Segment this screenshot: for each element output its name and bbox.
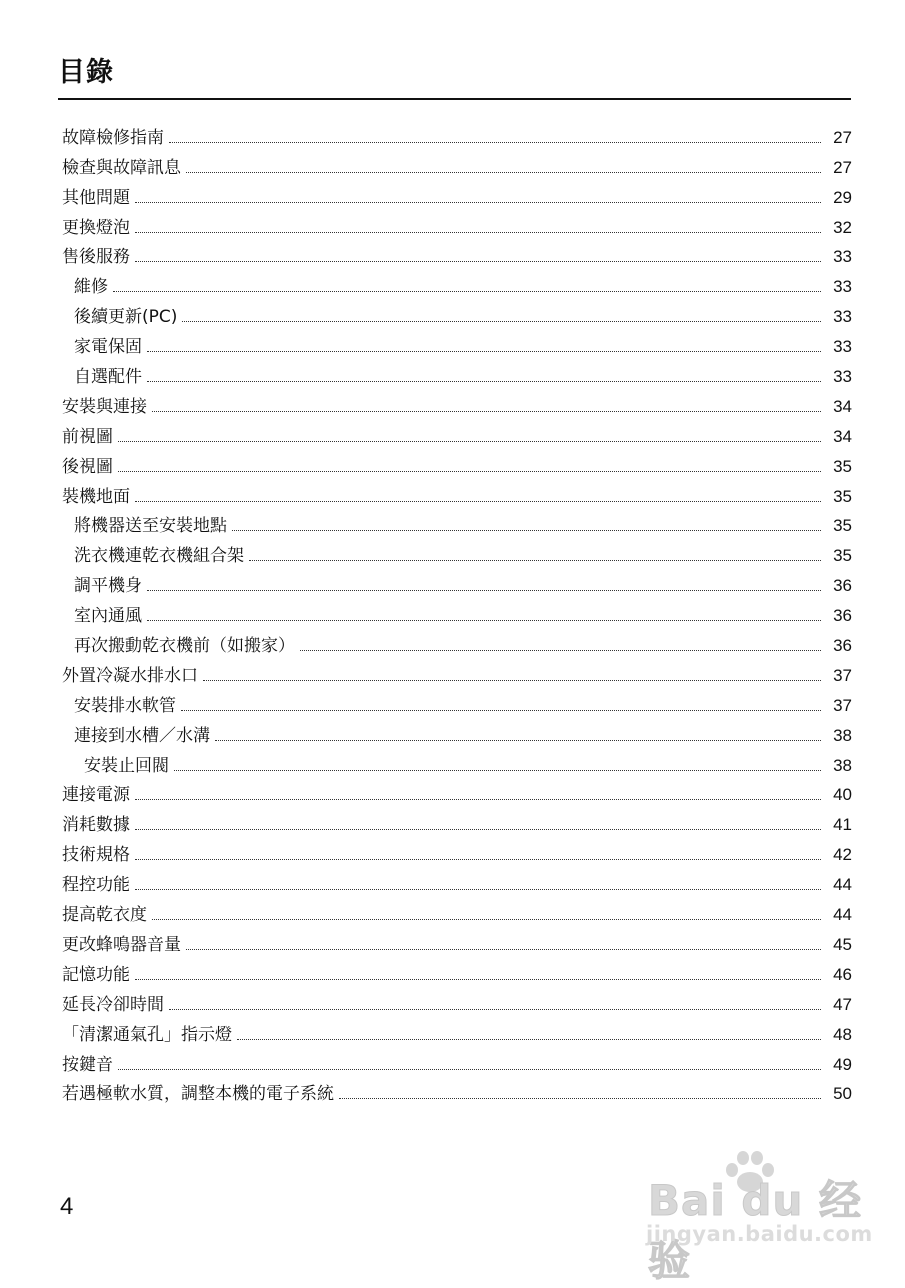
toc-dot-leader: [169, 1009, 821, 1010]
toc-entry-page: 50: [833, 1084, 852, 1104]
toc-entry-label: 「清潔通氣孔」指示燈: [62, 1024, 232, 1045]
toc-dot-leader: [152, 411, 821, 412]
toc-entry: [62, 119, 852, 149]
toc-entry-page: 40: [833, 785, 852, 805]
toc-entry: [62, 149, 852, 179]
toc-dot-leader: [118, 441, 821, 442]
toc-entry: [62, 687, 852, 717]
toc-dot-leader: [135, 799, 821, 800]
toc-entry-label: 維修: [74, 277, 108, 298]
watermark-url: jingyan.baidu.com: [646, 1222, 873, 1246]
toc-entry-label: 家電保固: [74, 337, 142, 358]
toc-entry-page: 33: [833, 337, 852, 357]
toc-dot-leader: [135, 979, 821, 980]
toc-entry-label: 安裝止回閥: [84, 755, 169, 776]
toc-entry-page: 35: [833, 516, 852, 536]
toc-entry-page: 38: [833, 725, 852, 745]
toc-entry-label: 售後服務: [62, 247, 130, 268]
toc-dot-leader: [147, 381, 821, 382]
toc-entry-page: 36: [833, 606, 852, 626]
toc-entry-label: 檢查與故障訊息: [62, 157, 181, 178]
toc-dot-leader: [135, 501, 821, 502]
toc-dot-leader: [147, 620, 821, 621]
toc-entry-page: 27: [833, 127, 852, 147]
toc-entry: [62, 777, 852, 807]
toc-entry-label: 安裝排水軟管: [74, 695, 176, 716]
toc-dot-leader: [135, 859, 821, 860]
toc-entry-page: 34: [833, 396, 852, 416]
toc-entry-label: 安裝與連接: [62, 396, 147, 417]
toc-entry: [62, 268, 852, 298]
toc-entry-page: 35: [833, 486, 852, 506]
toc-entry: [62, 836, 852, 866]
toc-dot-leader: [118, 1069, 821, 1070]
toc-entry-page: 42: [833, 845, 852, 865]
toc-entry-page: 44: [833, 875, 852, 895]
toc-entry-label: 按鍵音: [62, 1054, 113, 1075]
toc-entry-label: 前視圖: [62, 426, 113, 447]
toc-dot-leader: [249, 560, 821, 561]
toc-entry-page: 35: [833, 546, 852, 566]
toc-dot-leader: [135, 261, 821, 262]
toc-entry: [62, 209, 852, 239]
toc-entry-label: 程控功能: [62, 875, 130, 896]
toc-dot-leader: [237, 1039, 821, 1040]
toc-entry: [62, 537, 852, 567]
title-divider: [58, 98, 851, 100]
watermark-brand: Bai du 经验: [648, 1176, 862, 1285]
toc-entry: [62, 597, 852, 627]
toc-entry: [62, 478, 852, 508]
watermark: [640, 1150, 873, 1285]
toc-entry-label: 室內通風: [74, 606, 142, 627]
toc-entry-page: 36: [833, 636, 852, 656]
toc-entry: [62, 806, 852, 836]
toc-entry-page: 38: [833, 755, 852, 775]
table-of-contents: [62, 119, 852, 1105]
toc-entry-label: 自選配件: [74, 367, 142, 388]
toc-entry: [62, 418, 852, 448]
toc-entry-page: 36: [833, 576, 852, 596]
toc-entry-label: 若遇極軟水質，調整本機的電子系統: [62, 1084, 334, 1105]
toc-entry: [62, 896, 852, 926]
toc-entry: [62, 567, 852, 597]
toc-entry-label: 外置冷凝水排水口: [62, 665, 198, 686]
toc-entry-label: 記憶功能: [62, 964, 130, 985]
toc-entry: [62, 388, 852, 418]
toc-entry-page: 29: [833, 187, 852, 207]
toc-entry-page: 48: [833, 1024, 852, 1044]
toc-dot-leader: [181, 710, 821, 711]
toc-entry-page: 47: [833, 994, 852, 1014]
toc-entry: [62, 1016, 852, 1046]
toc-entry: [62, 328, 852, 358]
toc-entry: [62, 717, 852, 747]
toc-dot-leader: [339, 1098, 821, 1099]
toc-dot-leader: [135, 889, 821, 890]
toc-entry-label: 提高乾衣度: [62, 905, 147, 926]
toc-dot-leader: [232, 530, 821, 531]
toc-dot-leader: [147, 590, 821, 591]
toc-entry-page: 33: [833, 277, 852, 297]
toc-entry-label: 消耗數據: [62, 815, 130, 836]
toc-dot-leader: [118, 471, 821, 472]
toc-entry-page: 32: [833, 217, 852, 237]
toc-dot-leader: [182, 321, 821, 322]
page-number: 4: [60, 1193, 74, 1220]
toc-entry-page: 37: [833, 665, 852, 685]
toc-entry-label: 故障檢修指南: [62, 127, 164, 148]
toc-entry-page: 34: [833, 426, 852, 446]
toc-entry-label: 連接電源: [62, 785, 130, 806]
toc-entry: [62, 1046, 852, 1076]
toc-entry-page: 33: [833, 367, 852, 387]
toc-dot-leader: [215, 740, 821, 741]
toc-entry: [62, 298, 852, 328]
toc-entry-page: 45: [833, 934, 852, 954]
toc-dot-leader: [135, 202, 821, 203]
toc-entry-page: 37: [833, 695, 852, 715]
toc-dot-leader: [135, 232, 821, 233]
toc-entry-page: 44: [833, 905, 852, 925]
toc-entry-label: 其他問題: [62, 187, 130, 208]
toc-entry: [62, 956, 852, 986]
toc-entry: [62, 1076, 852, 1106]
toc-entry-label: 延長冷卻時間: [62, 994, 164, 1015]
toc-entry-label: 更改蜂鳴器音量: [62, 934, 181, 955]
toc-entry: [62, 448, 852, 478]
toc-dot-leader: [135, 829, 821, 830]
toc-dot-leader: [152, 919, 821, 920]
toc-entry-label: 後視圖: [62, 456, 113, 477]
toc-dot-leader: [169, 142, 821, 143]
toc-dot-leader: [203, 680, 821, 681]
page-title: 目錄: [58, 57, 114, 88]
toc-dot-leader: [186, 949, 821, 950]
toc-entry: [62, 239, 852, 269]
toc-entry-page: 35: [833, 456, 852, 476]
toc-entry: [62, 926, 852, 956]
toc-entry-page: 46: [833, 964, 852, 984]
toc-entry-page: 27: [833, 157, 852, 177]
toc-dot-leader: [174, 770, 821, 771]
toc-dot-leader: [186, 172, 821, 173]
toc-dot-leader: [147, 351, 821, 352]
toc-entry-label: 再次搬動乾衣機前（如搬家）: [74, 636, 295, 657]
toc-entry-label: 裝機地面: [62, 486, 130, 507]
toc-entry-label: 更換燈泡: [62, 217, 130, 238]
toc-dot-leader: [113, 291, 821, 292]
toc-entry: [62, 179, 852, 209]
toc-entry-label: 連接到水槽／水溝: [74, 725, 210, 746]
toc-entry: [62, 657, 852, 687]
toc-entry-label: 技術規格: [62, 845, 130, 866]
toc-entry-page: 41: [833, 815, 852, 835]
toc-dot-leader: [300, 650, 821, 651]
toc-entry: [62, 358, 852, 388]
toc-entry-page: 49: [833, 1054, 852, 1074]
toc-entry: [62, 986, 852, 1016]
toc-entry-page: 33: [833, 247, 852, 267]
toc-entry-page: 33: [833, 307, 852, 327]
toc-entry-label: 調平機身: [74, 576, 142, 597]
toc-entry-label: 將機器送至安裝地點: [74, 516, 227, 537]
toc-entry: [62, 627, 852, 657]
toc-entry: [62, 747, 852, 777]
toc-entry: [62, 508, 852, 538]
toc-entry-label: 後續更新(PC): [74, 307, 178, 328]
toc-entry: [62, 866, 852, 896]
toc-entry-label: 洗衣機連乾衣機組合架: [74, 546, 244, 567]
